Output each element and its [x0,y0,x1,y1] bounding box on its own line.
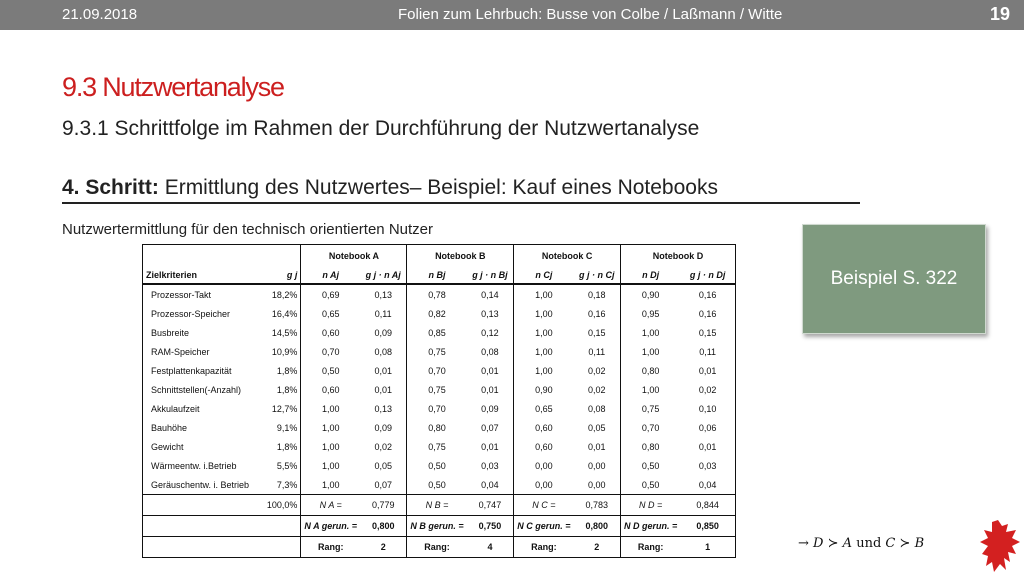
criterion-name: Bauhöhe [143,418,257,437]
table-row [143,342,736,361]
nutzwert-rounded-value: 0,750 [467,516,514,537]
score-cell: 0,75 [428,441,446,452]
score-cell: 0,80 [428,422,446,433]
rank-value: 4 [467,537,514,558]
weighted-score-cell: 0,16 [680,304,735,323]
berlin-bear-logo-icon [978,518,1024,574]
slide-number: 19 [990,4,1011,24]
score-cell: 0,75 [428,346,446,357]
score-cell: 0,78 [428,289,446,300]
weighted-score-cell: 0,15 [573,323,620,342]
section-heading: 9.3 Nutzwertanalyse [62,72,284,102]
score-cell: 0,60 [321,384,340,395]
weight-total: 100,0% [256,495,301,516]
header-bar [0,0,1024,30]
preference-op: ≻ [827,536,839,551]
sub-header: g j · n Dj [680,267,735,284]
criterion-weight: 1,8% [256,437,301,456]
table-row [143,380,736,399]
criterion-name: Akkulaufzeit [143,399,257,418]
table-row [143,456,736,475]
criterion-name: Busbreite [143,323,257,342]
weighted-score-cell: 0,01 [467,437,514,456]
nutzwert-value: 0,844 [680,495,735,516]
rank-value: 2 [360,537,407,558]
sub-header: n Dj [642,270,660,280]
criterion-name: Gewicht [143,437,257,456]
table-subheader-row [143,267,736,284]
table-row [143,284,736,304]
criterion-name: Geräuschentw. i. Betrieb [143,475,257,495]
score-cell: 0,85 [428,327,446,338]
weighted-score-cell: 0,18 [573,284,620,304]
score-cell: 1,00 [321,403,340,414]
slide-date: 21.09.2018 [62,6,138,23]
score-cell: 0,00 [535,479,553,490]
score-cell: 1,00 [535,346,553,357]
score-cell: 0,65 [321,308,340,319]
sub-header: g j · n Aj [360,267,407,284]
score-cell: 0,90 [641,289,660,300]
criterion-name: Prozessor-Takt [143,284,257,304]
criterion-weight: 16,4% [256,304,301,323]
weighted-score-cell: 0,02 [573,380,620,399]
weighted-score-cell: 0,09 [467,399,514,418]
notebook-c-header: Notebook C [514,245,621,268]
score-cell: 0,75 [641,403,660,414]
score-cell: 0,00 [535,460,553,471]
criterion-weight: 14,5% [256,323,301,342]
rank-value: 1 [680,537,735,558]
conclusion-b: B [914,536,925,551]
weighted-score-cell: 0,07 [360,475,407,495]
arrow-icon: → [798,536,809,551]
weighted-score-cell: 0,12 [467,323,514,342]
weighted-score-cell: 0,11 [360,304,407,323]
step-label: 4. Schritt: [62,176,159,199]
weighted-score-cell: 0,16 [680,284,735,304]
weighted-score-cell: 0,02 [360,437,407,456]
weighted-score-cell: 0,03 [680,456,735,475]
weighted-score-cell: 0,11 [680,342,735,361]
sub-header: n Cj [535,270,553,280]
criterion-weight: 1,8% [256,361,301,380]
weighted-score-cell: 0,11 [573,342,620,361]
conclusion-a: A [842,536,853,551]
step-heading [62,176,718,200]
score-cell: 0,65 [535,403,553,414]
nutzwert-value: 0,747 [467,495,514,516]
score-cell: 0,75 [428,384,446,395]
table-body [143,284,736,495]
subsection-heading: 9.3.1 Schrittfolge im Rahmen der Durchführung der Nutzwertanalyse [62,117,700,140]
conclusion-und: und [856,536,882,551]
rank-label: Rang: [317,542,344,552]
nutzwert-rounded-value: 0,850 [680,516,735,537]
score-cell: 1,00 [535,327,553,338]
weighted-score-cell: 0,02 [680,380,735,399]
nutzwert-rounded-label: N A gerun. = [304,521,358,531]
weighted-score-cell: 0,00 [573,456,620,475]
weighted-score-cell: 0,04 [680,475,735,495]
weighted-score-cell: 0,13 [467,304,514,323]
score-cell: 0,95 [641,308,660,319]
weighted-score-cell: 0,14 [467,284,514,304]
score-cell: 1,00 [641,384,660,395]
nutzwert-rounded-label: N D gerun. = [624,521,678,531]
score-cell: 1,00 [641,327,660,338]
criterion-weight: 5,5% [256,456,301,475]
table-row [143,399,736,418]
step-underline [62,202,860,204]
nutzwert-label: N B = [407,495,467,516]
example-callout-box: Beispiel S. 322 [802,224,986,334]
weighted-score-cell: 0,05 [360,456,407,475]
score-cell: 0,69 [321,289,340,300]
rank-row [143,537,736,558]
nutzwert-value: 0,783 [573,495,620,516]
nutzwert-label: N D = [621,495,681,516]
table-caption: Nutzwertermittlung für den technisch orientierten Nutzer [62,221,434,238]
nutzwert-rounded-value: 0,800 [360,516,407,537]
score-cell: 0,80 [641,365,660,376]
sub-header: n Aj [322,270,340,280]
table-row [143,437,736,456]
table-row [143,323,736,342]
score-cell: 1,00 [321,460,340,471]
weighted-score-cell: 0,13 [360,284,407,304]
nutzwert-rounded-value: 0,800 [573,516,620,537]
weighted-score-cell: 0,10 [680,399,735,418]
weighted-score-cell: 0,03 [467,456,514,475]
score-cell: 0,60 [535,422,553,433]
criterion-weight: 10,9% [256,342,301,361]
score-cell: 1,00 [535,289,553,300]
score-cell: 0,50 [641,479,660,490]
weighted-score-cell: 0,09 [360,323,407,342]
criterion-name: Schnittstellen(-Anzahl) [143,380,257,399]
weighted-score-cell: 0,01 [680,437,735,456]
score-cell: 0,50 [428,479,446,490]
utility-table [142,244,736,558]
weighted-score-cell: 0,09 [360,418,407,437]
weighted-score-cell: 0,13 [360,399,407,418]
table-row [143,418,736,437]
nutzwert-rounded-row [143,516,736,537]
score-cell: 1,00 [321,441,340,452]
score-cell: 0,60 [535,441,553,452]
notebook-d-header: Notebook D [621,245,736,268]
criterion-weight: 18,2% [256,284,301,304]
preference-op: ≻ [899,536,911,551]
nutzwert-rounded-label: N B gerun. = [410,521,464,531]
weighted-score-cell: 0,04 [467,475,514,495]
score-cell: 0,50 [428,460,446,471]
rank-value: 2 [573,537,620,558]
slide-footer-title: Folien zum Lehrbuch: Busse von Colbe / Laßmann / Witte [398,6,783,23]
criteria-header: Zielkriterien [143,267,257,284]
weighted-score-cell: 0,01 [467,380,514,399]
score-cell: 0,50 [641,460,660,471]
score-cell: 0,70 [428,365,446,376]
weighted-score-cell: 0,07 [467,418,514,437]
weighted-score-cell: 0,01 [360,361,407,380]
weighted-score-cell: 0,08 [467,342,514,361]
score-cell: 0,90 [535,384,553,395]
conclusion-formula [798,536,924,551]
rank-label: Rang: [424,542,450,552]
score-cell: 0,82 [428,308,446,319]
criterion-weight: 7,3% [256,475,301,495]
weighted-score-cell: 0,01 [680,361,735,380]
weighted-score-cell: 0,16 [573,304,620,323]
nutzwert-row [143,495,736,516]
step-text: Ermittlung des Nutzwertes– Beispiel: Kauf eines Notebooks [158,176,718,199]
sub-header: g j · n Bj [467,267,514,284]
criterion-name: Festplattenkapazität [143,361,257,380]
criterion-weight: 9,1% [256,418,301,437]
sub-header: n Bj [428,270,446,280]
weighted-score-cell: 0,00 [573,475,620,495]
notebook-b-header: Notebook B [407,245,514,268]
weighted-score-cell: 0,01 [360,380,407,399]
score-cell: 1,00 [321,479,340,490]
table-header-row [143,245,736,268]
criterion-name: Wärmeentw. i.Betrieb [143,456,257,475]
rank-label: Rang: [637,542,664,552]
score-cell: 0,50 [321,365,340,376]
weighted-score-cell: 0,08 [573,399,620,418]
score-cell: 1,00 [535,308,553,319]
score-cell: 0,70 [641,422,660,433]
score-cell: 0,70 [428,403,446,414]
weighted-score-cell: 0,05 [573,418,620,437]
score-cell: 1,00 [321,422,340,433]
weighted-score-cell: 0,01 [573,437,620,456]
score-cell: 1,00 [535,365,553,376]
criterion-name: Prozessor-Speicher [143,304,257,323]
nutzwert-label: N A = [301,495,360,516]
weighted-score-cell: 0,15 [680,323,735,342]
notebook-a-header: Notebook A [301,245,407,268]
weighted-score-cell: 0,02 [573,361,620,380]
weighted-score-cell: 0,01 [467,361,514,380]
nutzwert-value: 0,779 [360,495,407,516]
score-cell: 0,70 [321,346,340,357]
sub-header: g j · n Cj [573,267,620,284]
weight-header: g j [256,267,301,284]
table-row [143,475,736,495]
conclusion-d: D [813,536,824,551]
table-row [143,304,736,323]
nutzwert-rounded-label: N C gerun. = [517,521,571,531]
conclusion-c: C [885,536,896,551]
table-row [143,361,736,380]
score-cell: 1,00 [641,346,660,357]
weighted-score-cell: 0,08 [360,342,407,361]
score-cell: 0,60 [321,327,340,338]
rank-label: Rang: [531,542,557,552]
weighted-score-cell: 0,06 [680,418,735,437]
score-cell: 0,80 [641,441,660,452]
criterion-weight: 12,7% [256,399,301,418]
criterion-weight: 1,8% [256,380,301,399]
nutzwert-label: N C = [514,495,574,516]
criterion-name: RAM-Speicher [143,342,257,361]
